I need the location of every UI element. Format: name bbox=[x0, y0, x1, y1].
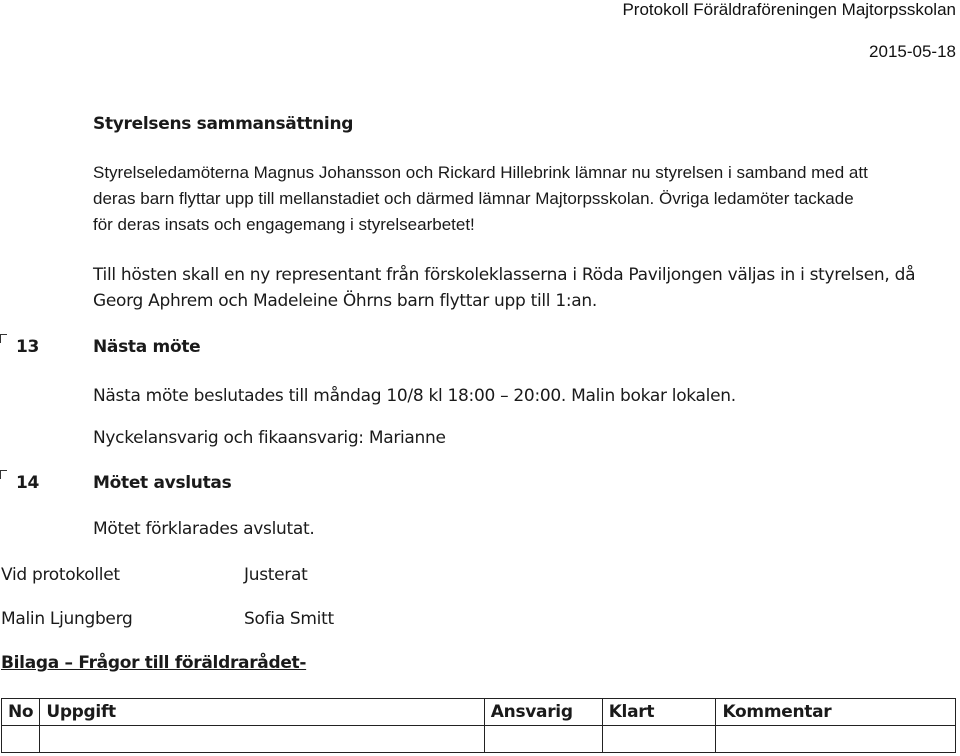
closing-text: Mötet förklarades avslutat. bbox=[93, 519, 315, 539]
heading-marker-icon bbox=[0, 334, 7, 343]
column-header-done: Klart bbox=[602, 699, 716, 726]
column-header-task: Uppgift bbox=[40, 699, 484, 726]
table-cell bbox=[40, 726, 484, 753]
document-title: Protokoll Föräldraföreningen Majtorpsskolan bbox=[622, 0, 956, 19]
section-heading-board: Styrelsens sammansättning bbox=[93, 114, 354, 134]
appendix-title: Bilaga – Frågor till föräldrarådet- bbox=[1, 653, 307, 673]
table-row bbox=[2, 726, 956, 753]
signature-name-secretary: Malin Ljungberg bbox=[1, 609, 133, 629]
signature-name-adjuster: Sofia Smitt bbox=[244, 609, 334, 629]
signature-label-adjusted: Justerat bbox=[244, 565, 308, 585]
board-paragraph-1: Styrelseledamöterna Magnus Johansson och Rickard Hillebrink lämnar nu styrelsen i samband med att deras barn flyttar upp till mellanstadiet och därmed lämnar Majtorpsskolan. Övriga ledamöter tackade för deras insats och engagemang i styrelsearbetet! bbox=[93, 163, 868, 234]
section-heading-14: Mötet avslutas bbox=[93, 473, 232, 493]
table-cell bbox=[716, 726, 956, 753]
column-header-no: No bbox=[2, 699, 40, 726]
responsible-text: Nyckelansvarig och fikaansvarig: Marianne bbox=[93, 428, 446, 448]
signature-label-protocol: Vid protokollet bbox=[1, 565, 120, 585]
next-meeting-text: Nästa möte beslutades till måndag 10/8 kl 18:00 – 20:00. Malin bokar lokalen. bbox=[93, 386, 736, 406]
section-heading-13: Nästa möte bbox=[93, 337, 201, 357]
table-cell bbox=[602, 726, 716, 753]
column-header-comment: Kommentar bbox=[716, 699, 956, 726]
table-cell bbox=[2, 726, 40, 753]
board-paragraph-2: Till hösten skall en ny representant från förskoleklasserna i Röda Paviljongen väljas in i styrelsen, då Georg Aphrem och Madeleine Öhrns barn flyttar upp till 1:an. bbox=[93, 265, 916, 311]
section-number-13: 13 bbox=[16, 337, 40, 357]
heading-marker-icon bbox=[0, 470, 7, 479]
column-header-responsible: Ansvarig bbox=[484, 699, 602, 726]
table-header-row bbox=[2, 699, 956, 726]
section-number-14: 14 bbox=[16, 473, 40, 493]
document-date: 2015-05-18 bbox=[869, 42, 956, 61]
table-cell bbox=[484, 726, 602, 753]
task-table bbox=[1, 698, 956, 753]
